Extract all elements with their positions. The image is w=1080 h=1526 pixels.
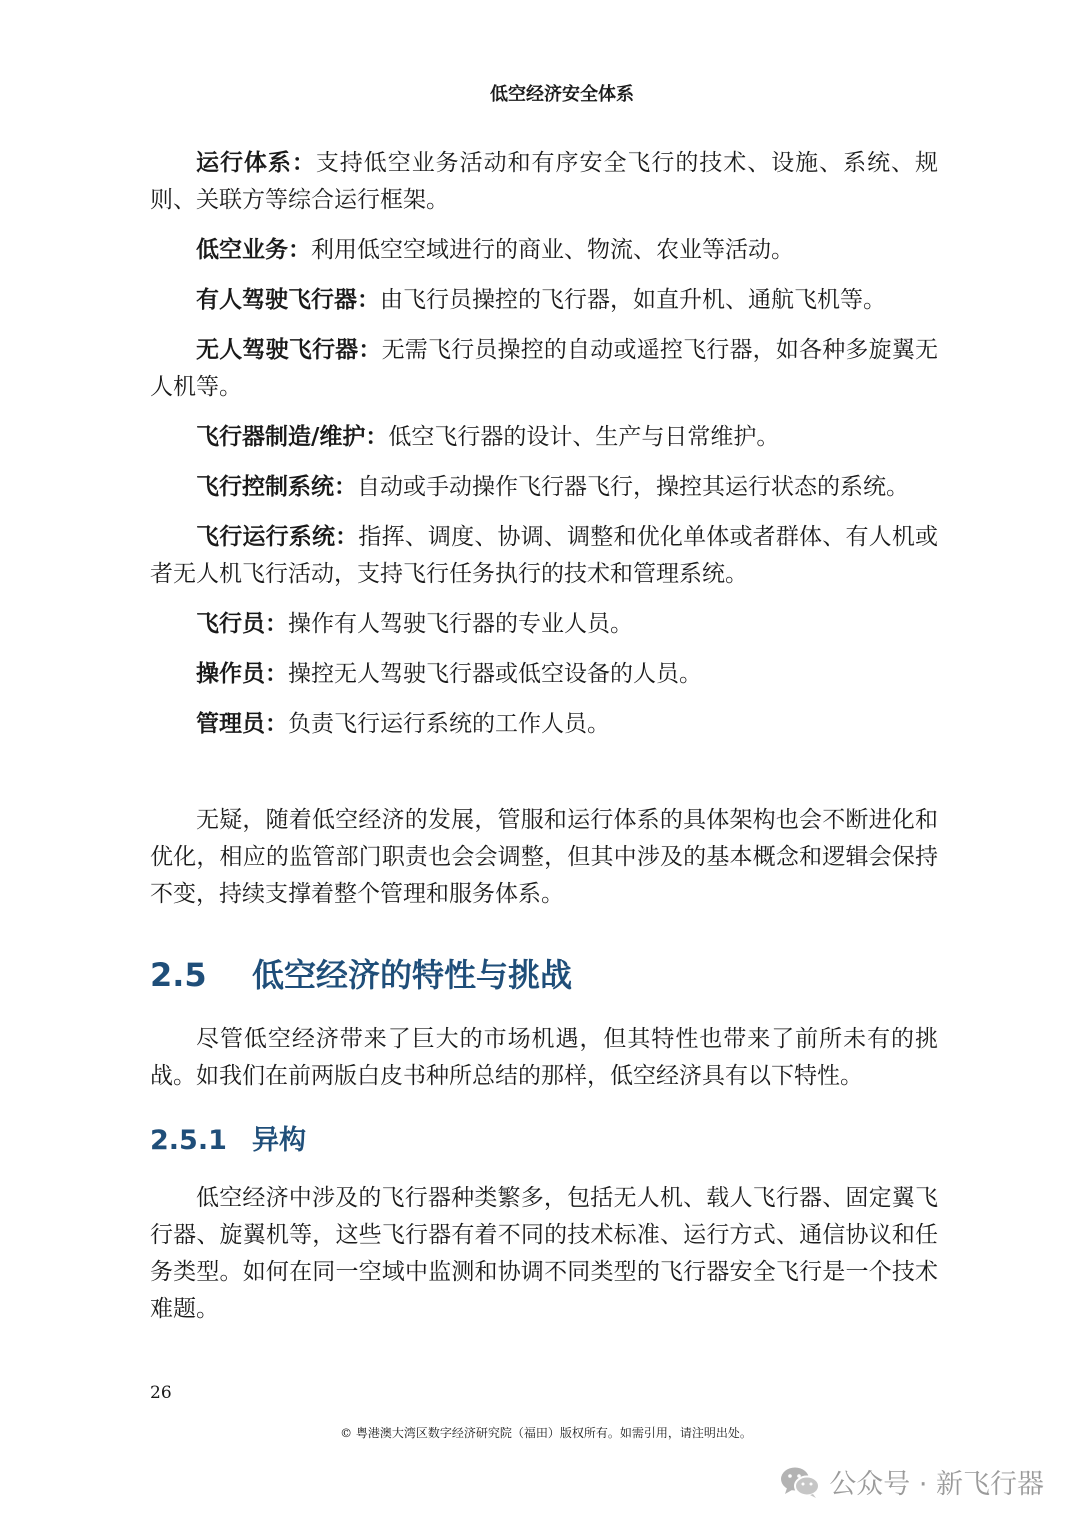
section-intro: 尽管低空经济带来了巨大的市场机遇，但其特性也带来了前所未有的挑战。如我们在前两版白皮书种所总结的那样，低空经济具有以下特性。 [150,1026,938,1089]
definition-term: 操作员 [196,661,265,687]
definition-text: 支持低空业务活动和有序安全飞行的技术、设施、系统、规则、关联方等综合运行框架。 [150,150,939,213]
definition-item: 飞行控制系统：自动或手动操作飞行器飞行，操控其运行状态的系统。 [196,474,909,500]
definition-item: 运行体系：支持低空业务活动和有序安全飞行的技术、设施、系统、规则、关联方等综合运行框架。 [150,150,939,213]
subsection-heading [150,1118,306,1157]
section-number: 2.5 [150,956,207,994]
definition-item: 管理员：负责飞行运行系统的工作人员。 [196,711,610,737]
summary-paragraph-block [150,802,938,913]
copyright-notice: © 粤港澳大湾区数字经济研究院（福田）版权所有。如需引用，请注明出处。 [340,1426,752,1440]
definition-item: 飞行员：操作有人驾驶飞行器的专业人员。 [196,611,633,637]
watermark [779,1462,1044,1501]
definition-item: 飞行运行系统：指挥、调度、协调、调整和优化单体或者群体、有人机或者无人机飞行活动，支持飞行任务执行的技术和管理系统。 [150,524,939,587]
definition-item: 有人驾驶飞行器：由飞行员操控的飞行器，如直升机、通航飞机等。 [196,287,886,313]
definition-item: 无人驾驶飞行器：无需飞行员操控的自动或遥控飞行器，如各种多旋翼无人机等。 [150,337,939,400]
running-header: 低空经济安全体系 [490,84,634,105]
subsection-title: 异构 [252,1125,306,1156]
section-title: 低空经济的特性与挑战 [252,956,573,994]
page-number: 26 [150,1383,172,1403]
subsection-number: 2.5.1 [150,1125,227,1156]
summary-paragraph: 无疑，随着低空经济的发展，管服和运行体系的具体架构也会不断进化和优化，相应的监管部门职责也会会调整，但其中涉及的基本概念和逻辑会保持不变，持续支撑着整个管理和服务体系。 [150,807,938,907]
definition-term: 飞行员 [196,611,265,637]
definition-text: 负责飞行运行系统的工作人员。 [288,711,610,737]
definition-text: 指挥、调度、协调、调整和优化单体或者群体、有人机或者无人机飞行活动，支持飞行任务执行的技术和管理系统。 [150,524,939,587]
section-intro-block [150,1021,938,1095]
definition-text: 操作有人驾驶飞行器的专业人员。 [288,611,633,637]
subsection-body-block [150,1180,938,1328]
definition-term: 无人驾驶飞行器 [196,337,359,363]
definition-item: 操作员：操控无人驾驶飞行器或低空设备的人员。 [196,661,702,687]
definition-term: 飞行控制系统 [196,474,334,500]
definitions-list [150,145,938,756]
subsection-body: 低空经济中涉及的飞行器种类繁多，包括无人机、载人飞行器、固定翼飞行器、旋翼机等，这些飞行器有着不同的技术标准、运行方式、通信协议和任务类型。如何在同一空域中监测和协调不同类型的飞行器安全飞行是一个技术难题。 [150,1185,938,1322]
definition-term: 低空业务 [196,237,288,263]
definition-text: 利用低空空域进行的商业、物流、农业等活动。 [311,237,794,263]
definition-text: 操控无人驾驶飞行器或低空设备的人员。 [288,661,702,687]
definition-term: 运行体系 [196,150,292,176]
definition-item: 飞行器制造/维护：低空飞行器的设计、生产与日常维护。 [196,424,780,450]
watermark-text: 公众号 · 新飞行器 [829,1469,1044,1500]
definition-text: 低空飞行器的设计、生产与日常维护。 [388,424,780,450]
definition-item: 低空业务：利用低空空域进行的商业、物流、农业等活动。 [196,237,794,263]
section-heading [150,950,572,996]
definition-term: 管理员 [196,711,265,737]
definition-text: 无需飞行员操控的自动或遥控飞行器，如各种多旋翼无人机等。 [150,337,939,400]
definition-term: 飞行运行系统 [196,524,336,550]
definition-text: 自动或手动操作飞行器飞行，操控其运行状态的系统。 [357,474,909,500]
definition-term: 有人驾驶飞行器 [196,287,357,313]
definition-term: 飞行器制造/维护 [196,424,366,450]
wechat-icon [779,1465,821,1499]
definition-text: 由飞行员操控的飞行器，如直升机、通航飞机等。 [380,287,886,313]
